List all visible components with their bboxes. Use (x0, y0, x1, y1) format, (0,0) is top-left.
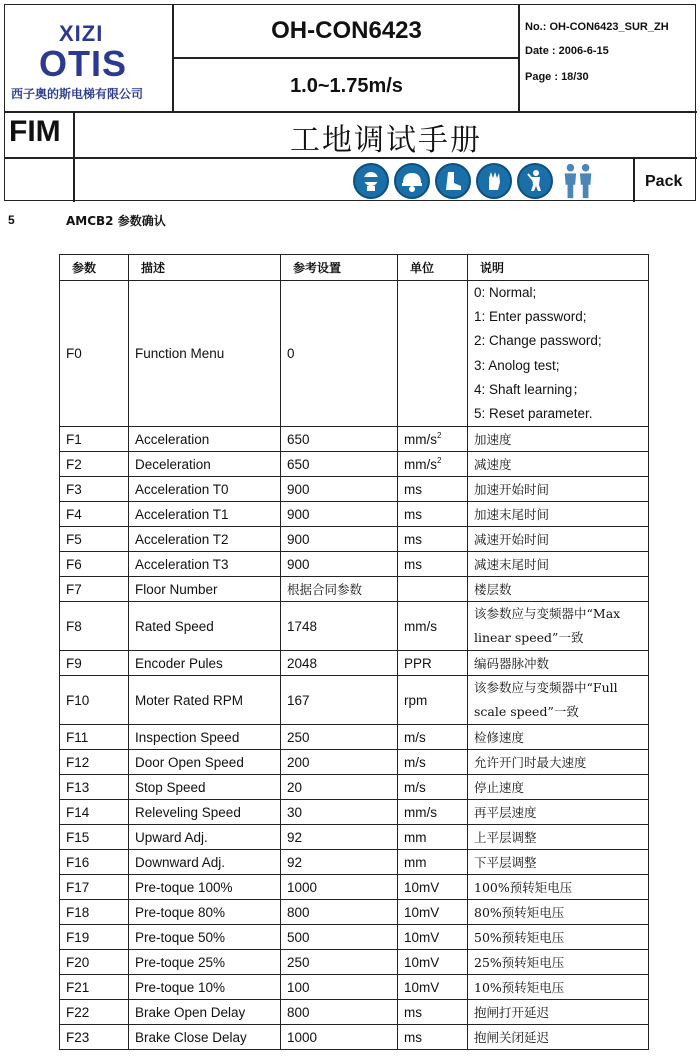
param-unit (398, 750, 468, 775)
unit-text: ms (404, 556, 422, 572)
param-value: 1000 (281, 875, 398, 900)
logo-otis-text: OTIS (39, 43, 128, 84)
param-unit (398, 676, 468, 725)
param-value: 92 (281, 850, 398, 875)
table-row (60, 725, 649, 750)
table-row (60, 452, 649, 477)
two-person-icon (558, 161, 598, 201)
param-code: F0 (60, 281, 129, 427)
param-description: Brake Close Delay (129, 1025, 281, 1050)
param-code: F20 (60, 950, 129, 975)
param-unit (398, 725, 468, 750)
param-notes: 再平层速度 (468, 800, 649, 825)
manual-title: 工地调试手册 (290, 123, 482, 158)
table-row (60, 850, 649, 875)
header-notes: 说明 (468, 255, 649, 281)
param-notes: 100%预转矩电压 (468, 875, 649, 900)
param-code: F15 (60, 825, 129, 850)
harness-icon (517, 163, 553, 199)
param-description: Encoder Pules (129, 651, 281, 676)
param-value: 167 (281, 676, 398, 725)
unit-text: ms (404, 1004, 422, 1020)
param-description: Upward Adj. (129, 825, 281, 850)
param-unit (398, 427, 468, 452)
table-row (60, 502, 649, 527)
param-code: F21 (60, 975, 129, 1000)
param-unit (398, 452, 468, 477)
param-description: Stop Speed (129, 775, 281, 800)
param-code: F22 (60, 1000, 129, 1025)
unit-text: mm/s (404, 804, 437, 820)
param-description: Downward Adj. (129, 850, 281, 875)
param-unit (398, 850, 468, 875)
param-value: 20 (281, 775, 398, 800)
param-unit (398, 925, 468, 950)
unit-text: 10mV (404, 879, 440, 895)
unit-text: 10mV (404, 979, 440, 995)
parameter-table (59, 254, 649, 1050)
param-description: Acceleration T3 (129, 552, 281, 577)
speed-range: 1.0~1.75m/s (290, 74, 403, 97)
document-header (4, 4, 696, 201)
param-description: Acceleration T0 (129, 477, 281, 502)
param-value: 800 (281, 1000, 398, 1025)
param-notes: 抱闸关闭延迟 (468, 1025, 649, 1050)
header-param: 参数 (60, 255, 129, 281)
unit-text: mm (404, 854, 427, 870)
unit-text: m/s (404, 729, 426, 745)
param-code: F7 (60, 577, 129, 602)
unit-text: ms (404, 1029, 422, 1045)
unit-text: mm/s (404, 432, 437, 448)
safety-goggles-icon (353, 163, 389, 199)
param-value: 650 (281, 452, 398, 477)
unit-text: 10mV (404, 929, 440, 945)
param-unit (398, 651, 468, 676)
param-code: F5 (60, 527, 129, 552)
param-code: F14 (60, 800, 129, 825)
company-logo (5, 5, 173, 113)
param-value: 1000 (281, 1025, 398, 1050)
param-description: Function Menu (129, 281, 281, 427)
param-description: Pre-toque 100% (129, 875, 281, 900)
document-number: No.: OH-CON6423_SUR_ZH (525, 21, 669, 33)
note-line: 2: Change password; (474, 333, 602, 349)
hard-hat-icon (394, 163, 430, 199)
param-notes: 停止速度 (468, 775, 649, 800)
note-line: 3: Anolog test; (474, 357, 560, 373)
table-row (60, 825, 649, 850)
param-notes: 减速开始时间 (468, 527, 649, 552)
param-description: Brake Open Delay (129, 1000, 281, 1025)
param-value: 根据合同参数 (281, 577, 398, 602)
unit-exponent: 2 (437, 456, 442, 466)
param-unit (398, 502, 468, 527)
param-unit (398, 950, 468, 975)
unit-text: 10mV (404, 904, 440, 920)
param-code: F16 (60, 850, 129, 875)
document-code: OH-CON6423 (271, 17, 422, 44)
param-description: Inspection Speed (129, 725, 281, 750)
table-row (60, 1000, 649, 1025)
unit-text: ms (404, 481, 422, 497)
table-row (60, 750, 649, 775)
unit-text: m/s (404, 779, 426, 795)
param-unit (398, 975, 468, 1000)
param-code: F10 (60, 676, 129, 725)
param-code: F23 (60, 1025, 129, 1050)
param-unit (398, 1000, 468, 1025)
param-unit (398, 527, 468, 552)
unit-text: m/s (404, 754, 426, 770)
param-code: F12 (60, 750, 129, 775)
table-row (60, 800, 649, 825)
param-description: Releveling Speed (129, 800, 281, 825)
unit-text: PPR (404, 655, 432, 671)
table-row (60, 900, 649, 925)
param-value: 900 (281, 527, 398, 552)
param-notes: 上平层调整 (468, 825, 649, 850)
param-unit (398, 602, 468, 651)
table-row (60, 925, 649, 950)
param-notes: 50%预转矩电压 (468, 925, 649, 950)
param-notes: 该参数应与变频器中“Full scale speed”一致 (468, 676, 649, 725)
table-row (60, 552, 649, 577)
param-notes: 下平层调整 (468, 850, 649, 875)
section-title: AMCB2 参数确认 (66, 214, 166, 228)
param-value: 900 (281, 502, 398, 527)
table-row (60, 950, 649, 975)
param-unit (398, 477, 468, 502)
table-row (60, 676, 649, 725)
param-description: Pre-toque 50% (129, 925, 281, 950)
param-notes: 减速度 (468, 452, 649, 477)
note-line: 4: Shaft learning； (474, 381, 586, 397)
header-reference-setting: 参考设置 (281, 255, 398, 281)
param-notes: 该参数应与变频器中“Max linear speed”一致 (468, 602, 649, 651)
header-unit: 单位 (398, 255, 468, 281)
table-row (60, 875, 649, 900)
param-notes: 加速末尾时间 (468, 502, 649, 527)
unit-text: mm/s (404, 618, 437, 634)
param-unit (398, 800, 468, 825)
table-row (60, 975, 649, 1000)
table-header-row (60, 255, 649, 281)
table-row (60, 577, 649, 602)
table-row (60, 527, 649, 552)
param-code: F6 (60, 552, 129, 577)
table-row (60, 1025, 649, 1050)
param-unit (398, 281, 468, 427)
ppe-icons (353, 161, 598, 201)
param-notes: 加速开始时间 (468, 477, 649, 502)
unit-text: mm/s (404, 457, 437, 473)
param-code: F18 (60, 900, 129, 925)
logo-xizi-text: XIZI (59, 21, 104, 46)
param-code: F11 (60, 725, 129, 750)
param-code: F13 (60, 775, 129, 800)
param-value: 1748 (281, 602, 398, 651)
param-description: Acceleration T1 (129, 502, 281, 527)
param-description: Acceleration T2 (129, 527, 281, 552)
param-notes: 楼层数 (468, 577, 649, 602)
param-code: F8 (60, 602, 129, 651)
table-row (60, 281, 649, 427)
table-row (60, 477, 649, 502)
param-value: 800 (281, 900, 398, 925)
param-unit (398, 825, 468, 850)
param-value: 900 (281, 552, 398, 577)
gloves-icon (476, 163, 512, 199)
param-value: 2048 (281, 651, 398, 676)
param-code: F19 (60, 925, 129, 950)
param-code: F9 (60, 651, 129, 676)
table-row (60, 427, 649, 452)
param-notes (468, 281, 649, 427)
section-number: 5 (8, 213, 15, 227)
param-code: F3 (60, 477, 129, 502)
pack-label: Pack (645, 173, 683, 190)
param-notes: 编码器脉冲数 (468, 651, 649, 676)
param-code: F1 (60, 427, 129, 452)
param-description: Rated Speed (129, 602, 281, 651)
param-value: 92 (281, 825, 398, 850)
param-notes: 减速末尾时间 (468, 552, 649, 577)
param-code: F17 (60, 875, 129, 900)
param-description: Pre-toque 25% (129, 950, 281, 975)
param-value: 0 (281, 281, 398, 427)
header-description: 描述 (129, 255, 281, 281)
unit-text: rpm (404, 692, 428, 708)
param-notes: 抱闸打开延迟 (468, 1000, 649, 1025)
unit-text: 10mV (404, 954, 440, 970)
param-description: Deceleration (129, 452, 281, 477)
param-unit (398, 775, 468, 800)
param-code: F2 (60, 452, 129, 477)
param-description: Pre-toque 80% (129, 900, 281, 925)
company-name: 西子奥的斯电梯有限公司 (11, 87, 144, 101)
param-unit (398, 900, 468, 925)
param-notes: 检修速度 (468, 725, 649, 750)
param-unit (398, 552, 468, 577)
param-value: 30 (281, 800, 398, 825)
safety-boots-icon (435, 163, 471, 199)
unit-exponent: 2 (437, 431, 442, 441)
param-notes: 加速度 (468, 427, 649, 452)
param-description: Acceleration (129, 427, 281, 452)
param-value: 250 (281, 950, 398, 975)
note-line: 1: Enter password; (474, 309, 587, 325)
param-description: Pre-toque 10% (129, 975, 281, 1000)
param-notes: 10%预转矩电压 (468, 975, 649, 1000)
param-value: 500 (281, 925, 398, 950)
param-notes: 25%预转矩电压 (468, 950, 649, 975)
param-code: F4 (60, 502, 129, 527)
param-value: 900 (281, 477, 398, 502)
table-row (60, 651, 649, 676)
param-unit (398, 875, 468, 900)
table-row (60, 775, 649, 800)
param-value: 200 (281, 750, 398, 775)
document-date: Date : 2006-6-15 (525, 45, 609, 57)
note-line: 0: Normal; (474, 285, 537, 300)
table-row (60, 602, 649, 651)
param-description: Moter Rated RPM (129, 676, 281, 725)
param-value: 650 (281, 427, 398, 452)
param-value: 100 (281, 975, 398, 1000)
note-line: 5: Reset parameter. (474, 405, 593, 421)
unit-text: ms (404, 531, 422, 547)
fim-label: FIM (9, 115, 61, 148)
param-description: Door Open Speed (129, 750, 281, 775)
param-notes: 允许开门时最大速度 (468, 750, 649, 775)
unit-text: ms (404, 506, 422, 522)
param-value: 250 (281, 725, 398, 750)
param-unit (398, 1025, 468, 1050)
unit-text: mm (404, 829, 427, 845)
page-number: Page : 18/30 (525, 71, 589, 83)
param-unit (398, 577, 468, 602)
param-notes: 80%预转矩电压 (468, 900, 649, 925)
param-description: Floor Number (129, 577, 281, 602)
